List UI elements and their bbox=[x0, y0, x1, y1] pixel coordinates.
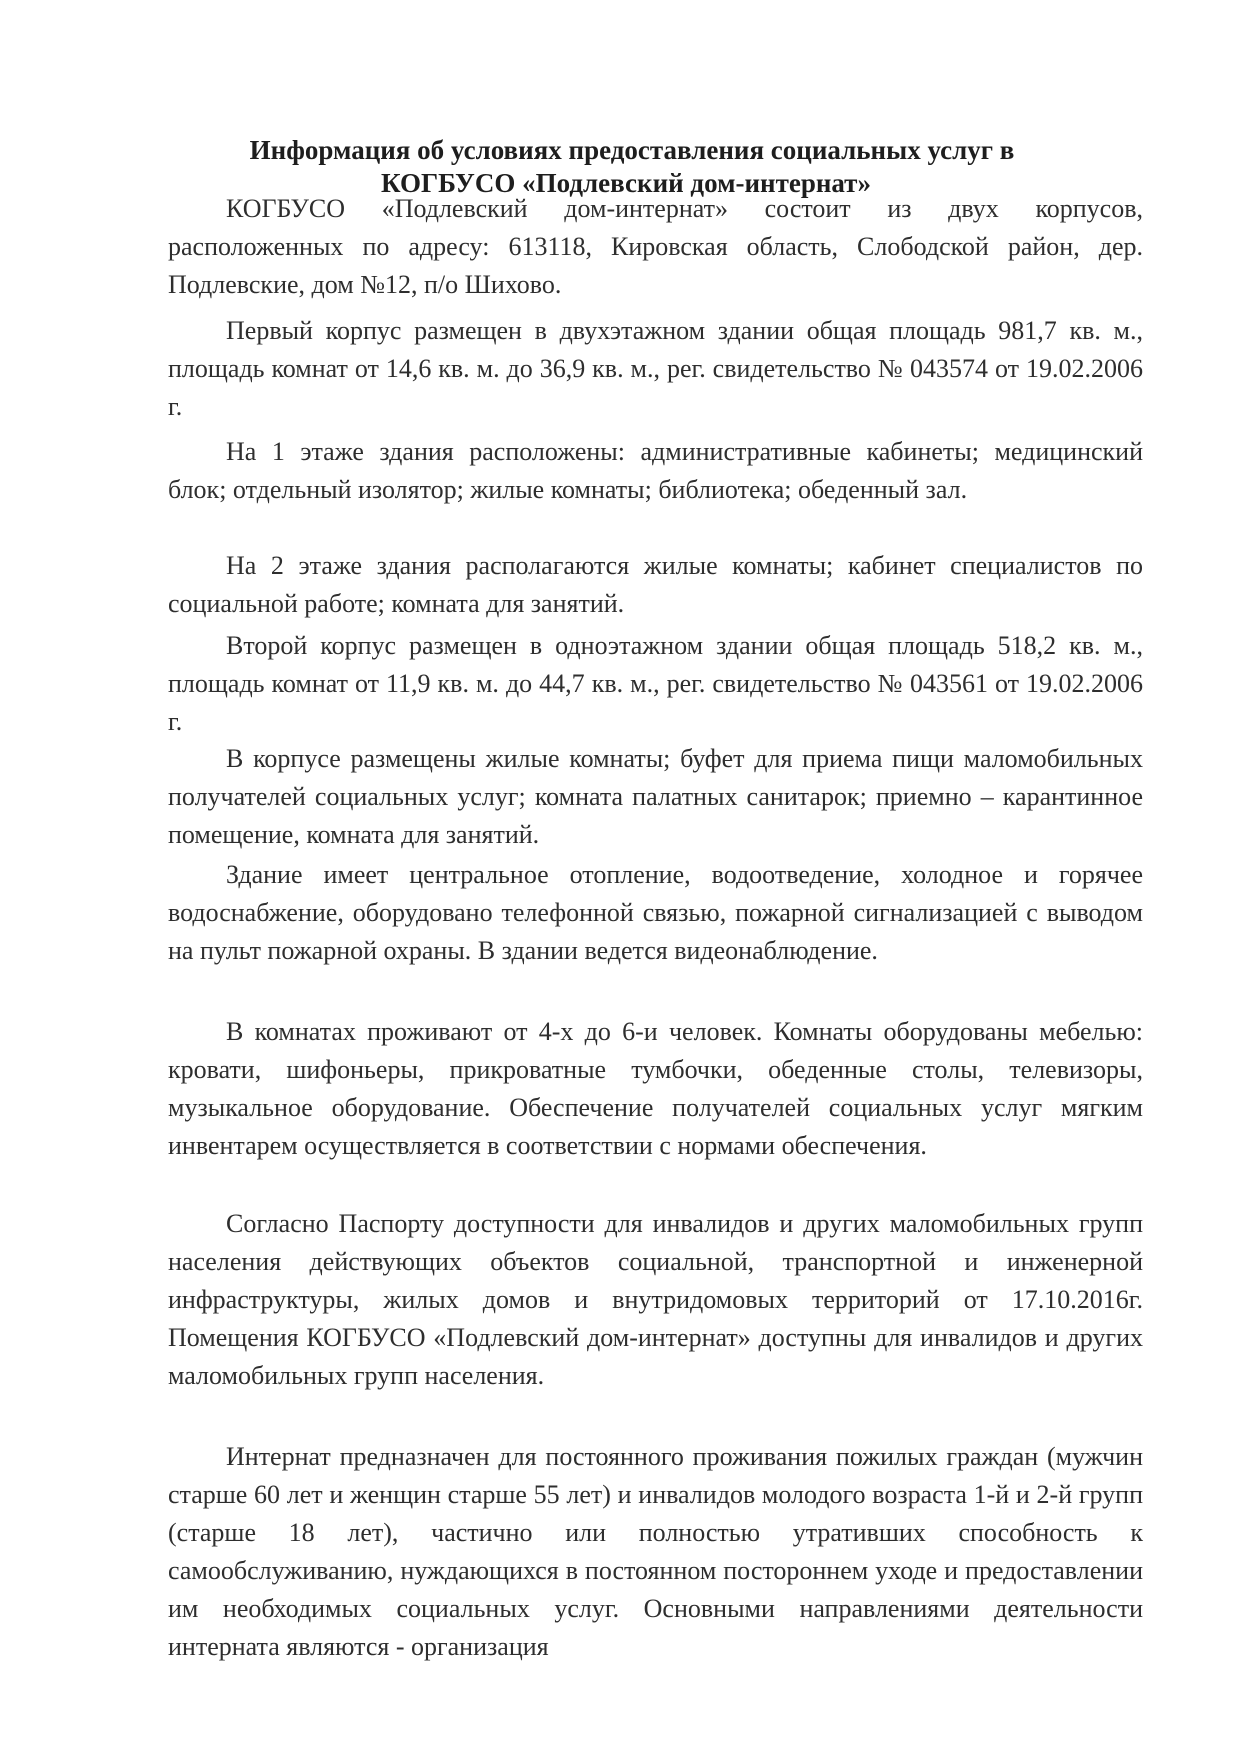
paragraph-accessibility: Согласно Паспорту доступности для инвалидов и других маломобильных групп населения действующих объектов социальной, транспортной и инженерной инфраструктуры, жилых домов и внутридомовых территорий от 17.10.2016г. Помещения КОГБУСО «Подлевский дом-интернат» доступны для инвалидов и других маломобильных групп населения. bbox=[168, 1209, 1143, 1390]
paragraph-rooms-furniture: В комнатах проживают от 4-х до 6-и человек. Комнаты оборудованы мебелью: кровати, шифоньеры, прикроватные тумбочки, обеденные столы, телевизоры, музыкальное оборудование. Обеспечение получателей социальных услуг мягким инвентарем осуществляется в соответствии с нормами обеспечения. bbox=[168, 1017, 1143, 1160]
paragraph-purpose: Интернат предназначен для постоянного проживания пожилых граждан (мужчин старше 60 лет и женщин старше 55 лет) и инвалидов молодого возраста 1-й и 2-й групп (старше 18 лет), частично или полностью утративших способность к самообслуживанию, нуждающихся в постоянном постороннем уходе и предоставлении им необходимых социальных услуг. Основными направлениями деятельности интерната являются - организация bbox=[168, 1442, 1143, 1661]
paragraph-address: КОГБУСО «Подлевский дом-интернат» состоит из двух корпусов, расположенных по адресу: 613118, Кировская область, Слободской район, дер. Подлевские, дом №12, п/о Шихово. bbox=[168, 194, 1143, 299]
paragraph-second-floor: На 2 этаже здания располагаются жилые комнаты; кабинет специалистов по социальной работе; комната для занятий. bbox=[168, 551, 1143, 618]
paragraph-second-building: Второй корпус размещен в одноэтажном здании общая площадь 518,2 кв. м., площадь комнат от 11,9 кв. м. до 44,7 кв. м., рег. свидетельство № 043561 от 19.02.2006 г. bbox=[168, 631, 1143, 736]
paragraph-first-floor: На 1 этаже здания расположены: административные кабинеты; медицинский блок; отдельный изолятор; жилые комнаты; библиотека; обеденный зал. bbox=[168, 437, 1143, 504]
paragraph-utilities: Здание имеет центральное отопление, водоотведение, холодное и горячее водоснабжение, оборудовано телефонной связью, пожарной сигнализацией с выводом на пульт пожарной охраны. В здании ведется видеонаблюдение. bbox=[168, 860, 1143, 965]
document-title-line-1: Информация об условиях предоставления социальных услуг в bbox=[249, 135, 1015, 165]
paragraph-first-building: Первый корпус размещен в двухэтажном здании общая площадь 981,7 кв. м., площадь комнат от 14,6 кв. м. до 36,9 кв. м., рег. свидетельство № 043574 от 19.02.2006 г. bbox=[168, 316, 1143, 421]
document-title-line-2: КОГБУСО «Подлевский дом-интернат» bbox=[381, 168, 871, 198]
paragraph-building-rooms: В корпусе размещены жилые комнаты; буфет для приема пищи маломобильных получателей социальных услуг; комната палатных санитарок; приемно – карантинное помещение, комната для занятий. bbox=[168, 744, 1143, 849]
